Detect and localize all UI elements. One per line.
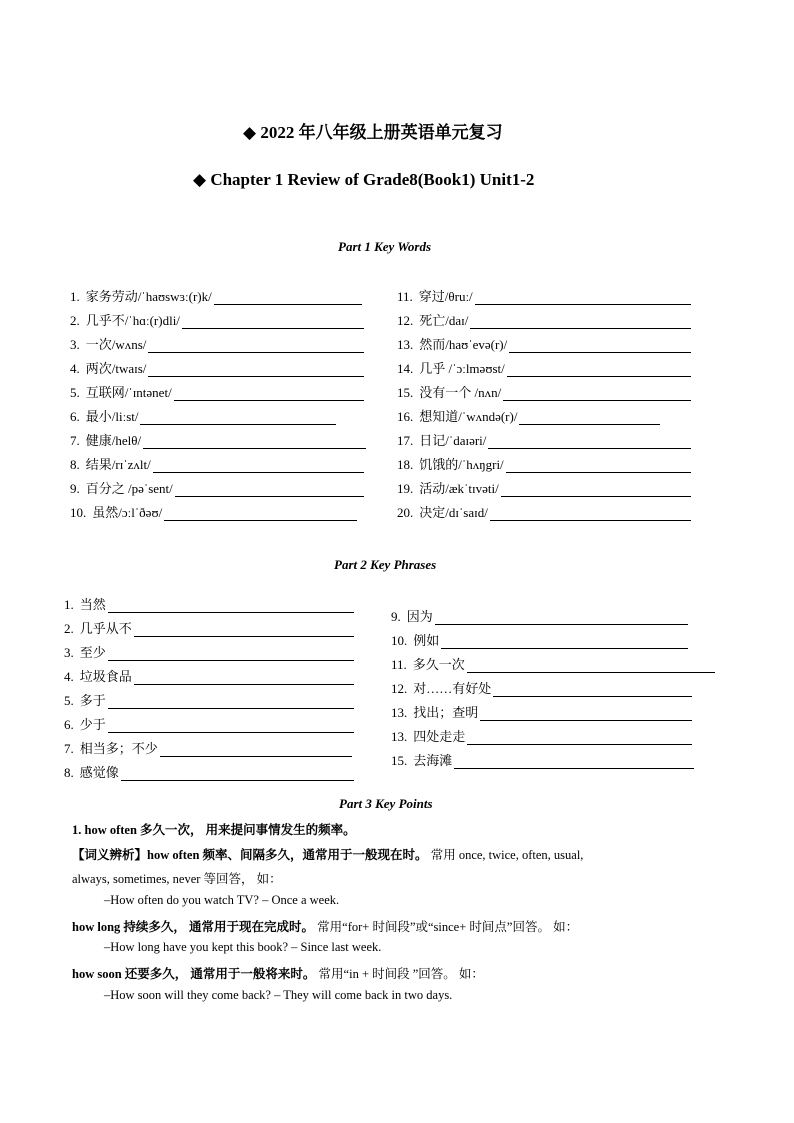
item-number: 7. — [70, 433, 80, 448]
answer-blank[interactable] — [108, 696, 354, 709]
answer-blank[interactable] — [140, 412, 336, 425]
item-prompt: 相当多；不少 — [79, 741, 158, 756]
item-number: 12. — [391, 681, 408, 696]
answer-blank[interactable] — [175, 484, 364, 497]
how-soon-bold: how soon 还要多久， 通常用于一般将来时。 — [72, 967, 316, 981]
item-prompt: 当然 — [79, 597, 106, 612]
item-number: 13. — [397, 337, 414, 352]
item-number: 4. — [64, 669, 74, 684]
item-prompt: 至少 — [79, 645, 106, 660]
part3-heading: Part 3 Key Points — [339, 796, 433, 811]
item-number: 6. — [70, 409, 80, 424]
how-long-line — [72, 917, 578, 935]
answer-blank[interactable] — [503, 388, 691, 401]
item-prompt: 然而/haʊˈevə(r)/ — [419, 337, 508, 352]
point1-title: 1. how often 多久一次， 用来提问事情发生的频率。 — [72, 823, 356, 837]
answer-blank[interactable] — [134, 672, 354, 685]
answer-blank[interactable] — [509, 340, 691, 353]
answer-blank[interactable] — [134, 624, 354, 637]
part2-right-item — [391, 726, 692, 745]
part2-left-item — [64, 666, 354, 685]
bianxi-continued: always, sometimes, never 等回答， 如： — [72, 872, 282, 886]
bianxi-line — [72, 845, 583, 863]
item-prompt: 四处走走 — [413, 729, 466, 744]
part1-right-item — [397, 358, 691, 377]
part1-right-item — [397, 502, 691, 521]
item-prompt: 多久一次 — [412, 657, 465, 672]
answer-blank[interactable] — [501, 484, 691, 497]
part2-right-item — [391, 630, 688, 649]
item-prompt: 因为 — [406, 609, 433, 624]
part1-left-item — [70, 454, 364, 473]
part2-left-item — [64, 714, 354, 733]
part2-heading: Part 2 Key Phrases — [334, 557, 437, 572]
item-prompt: 去海滩 — [413, 753, 453, 768]
example-how-soon: –How soon will they come back? – They will come back in two days. — [104, 988, 453, 1002]
part2-right-item — [391, 654, 715, 673]
answer-blank[interactable] — [519, 412, 660, 425]
item-prompt: 日记/ˈdaɪəri/ — [419, 433, 487, 448]
example-how-often: –How often do you watch TV? – Once a week. — [104, 893, 340, 907]
part1-left-item — [70, 478, 364, 497]
item-prompt: 几乎不/ˈhɑː(r)dli/ — [85, 313, 180, 328]
answer-blank[interactable] — [214, 292, 362, 305]
item-number: 18. — [397, 457, 414, 472]
item-number: 1. — [64, 597, 74, 612]
part1-right-item — [397, 382, 691, 401]
item-prompt: 找出；查明 — [413, 705, 479, 720]
part1-heading: Part 1 Key Words — [338, 239, 432, 254]
item-number: 9. — [391, 609, 401, 624]
item-number: 3. — [64, 645, 74, 660]
item-number: 9. — [70, 481, 80, 496]
part2-right-item — [391, 606, 688, 625]
item-prompt: 结果/rɪˈzʌlt/ — [85, 457, 151, 472]
item-prompt: 虽然/ɔːlˈðəʊ/ — [92, 505, 163, 520]
part2-left-item — [64, 738, 352, 757]
answer-blank[interactable] — [108, 600, 354, 613]
answer-blank[interactable] — [148, 340, 364, 353]
part1-right-item — [397, 286, 691, 305]
part2-right-item — [391, 750, 694, 769]
bianxi-rest: 常用 once, twice, often, usual, — [427, 848, 584, 862]
item-number: 14. — [397, 361, 414, 376]
how-long-bold: how long 持续多久， 通常用于现在完成时。 — [72, 920, 315, 934]
item-number: 17. — [397, 433, 414, 448]
item-prompt: 互联网/ˈɪntənet/ — [85, 385, 172, 400]
item-prompt: 几乎从不 — [79, 621, 132, 636]
part1-right-item — [397, 430, 691, 449]
part2-left-item — [64, 618, 354, 637]
item-prompt: 两次/twaɪs/ — [85, 361, 147, 376]
item-prompt: 健康/helθ/ — [85, 433, 142, 448]
answer-blank[interactable] — [143, 436, 366, 449]
item-number: 5. — [70, 385, 80, 400]
answer-blank[interactable] — [164, 508, 357, 521]
item-number: 7. — [64, 741, 74, 756]
part1-left-item — [70, 310, 364, 329]
item-number: 8. — [70, 457, 80, 472]
answer-blank[interactable] — [108, 648, 354, 661]
example-how-long: –How long have you kept this book? – Since last week. — [104, 940, 382, 954]
item-prompt: 少于 — [79, 717, 106, 732]
answer-blank[interactable] — [506, 460, 691, 473]
item-number: 20. — [397, 505, 414, 520]
answer-blank[interactable] — [480, 708, 692, 721]
item-prompt: 家务劳动/ˈhaʊswɜː(r)k/ — [85, 289, 212, 304]
part1-left-item — [70, 406, 336, 425]
part1-left-item — [70, 382, 364, 401]
part1-left-item — [70, 358, 364, 377]
item-prompt: 对……有好处 — [413, 681, 492, 696]
answer-blank[interactable] — [148, 364, 364, 377]
item-prompt: 几乎 /ˈɔːlməʊst/ — [419, 361, 505, 376]
item-prompt: 例如 — [413, 633, 440, 648]
answer-blank[interactable] — [108, 720, 354, 733]
how-soon-line — [72, 964, 484, 982]
answer-blank[interactable] — [467, 660, 715, 673]
item-number: 5. — [64, 693, 74, 708]
answer-blank[interactable] — [182, 316, 364, 329]
part2-left-item — [64, 690, 354, 709]
item-number: 15. — [391, 753, 408, 768]
answer-blank[interactable] — [470, 316, 691, 329]
part2-left-item — [64, 642, 354, 661]
part1-left-item — [70, 286, 362, 305]
part2-left-item — [64, 594, 354, 613]
item-number: 3. — [70, 337, 80, 352]
answer-blank[interactable] — [454, 756, 694, 769]
answer-blank[interactable] — [441, 636, 688, 649]
item-number: 6. — [64, 717, 74, 732]
item-number: 19. — [397, 481, 414, 496]
item-prompt: 一次/wʌns/ — [85, 337, 147, 352]
item-prompt: 死亡/daɪ/ — [419, 313, 469, 328]
answer-blank[interactable] — [490, 508, 691, 521]
item-prompt: 感觉像 — [79, 765, 119, 780]
answer-blank[interactable] — [507, 364, 691, 377]
item-prompt: 多于 — [79, 693, 106, 708]
item-number: 11. — [397, 289, 413, 304]
part2-right-item — [391, 702, 692, 721]
title-english: ◆ Chapter 1 Review of Grade8(Book1) Unit1-2 — [193, 170, 535, 189]
part1-left-item — [70, 334, 364, 353]
item-number: 12. — [397, 313, 414, 328]
part1-right-item — [397, 478, 691, 497]
item-prompt: 没有一个 /nʌn/ — [419, 385, 502, 400]
item-number: 8. — [64, 765, 74, 780]
item-prompt: 决定/dɪˈsaɪd/ — [419, 505, 488, 520]
item-number: 10. — [70, 505, 87, 520]
item-number: 11. — [391, 657, 407, 672]
item-number: 2. — [64, 621, 74, 636]
item-number: 13. — [391, 705, 408, 720]
item-prompt: 百分之 /pəˈsent/ — [85, 481, 173, 496]
item-prompt: 最小/liːst/ — [85, 409, 139, 424]
part1-right-item — [397, 454, 691, 473]
title-chinese: ◆ 2022 年八年级上册英语单元复习 — [243, 123, 503, 142]
item-prompt: 想知道/ˈwʌndə(r)/ — [419, 409, 518, 424]
item-number: 13. — [391, 729, 408, 744]
part1-left-item — [70, 502, 357, 521]
answer-blank[interactable] — [435, 612, 688, 625]
answer-blank[interactable] — [174, 388, 364, 401]
item-number: 10. — [391, 633, 408, 648]
item-number: 4. — [70, 361, 80, 376]
part1-right-item — [397, 310, 691, 329]
answer-blank[interactable] — [488, 436, 691, 449]
item-number: 16. — [397, 409, 414, 424]
part1-left-item — [70, 430, 366, 449]
item-number: 15. — [397, 385, 414, 400]
bianxi-bold: 【词义辨析】how often 频率、间隔多久，通常用于一般现在时。 — [72, 848, 428, 862]
answer-blank[interactable] — [467, 732, 692, 745]
part1-right-item — [397, 334, 691, 353]
how-soon-rest: 常用“in + 时间段 ”回答。 如： — [315, 967, 484, 981]
item-prompt: 垃圾食品 — [79, 669, 132, 684]
answer-blank[interactable] — [475, 292, 691, 305]
answer-blank[interactable] — [121, 768, 354, 781]
how-long-rest: 常用“for+ 时间段”或“since+ 时间点”回答。 如： — [314, 920, 579, 934]
part1-right-item — [397, 406, 660, 425]
part2-left-item — [64, 762, 354, 781]
answer-blank[interactable] — [160, 744, 352, 757]
item-prompt: 饥饿的/ˈhʌŋgri/ — [419, 457, 504, 472]
item-prompt: 活动/ækˈtɪvəti/ — [419, 481, 499, 496]
answer-blank[interactable] — [493, 684, 692, 697]
item-number: 1. — [70, 289, 80, 304]
answer-blank[interactable] — [153, 460, 364, 473]
part2-right-item — [391, 678, 692, 697]
item-number: 2. — [70, 313, 80, 328]
item-prompt: 穿过/θruː/ — [418, 289, 473, 304]
